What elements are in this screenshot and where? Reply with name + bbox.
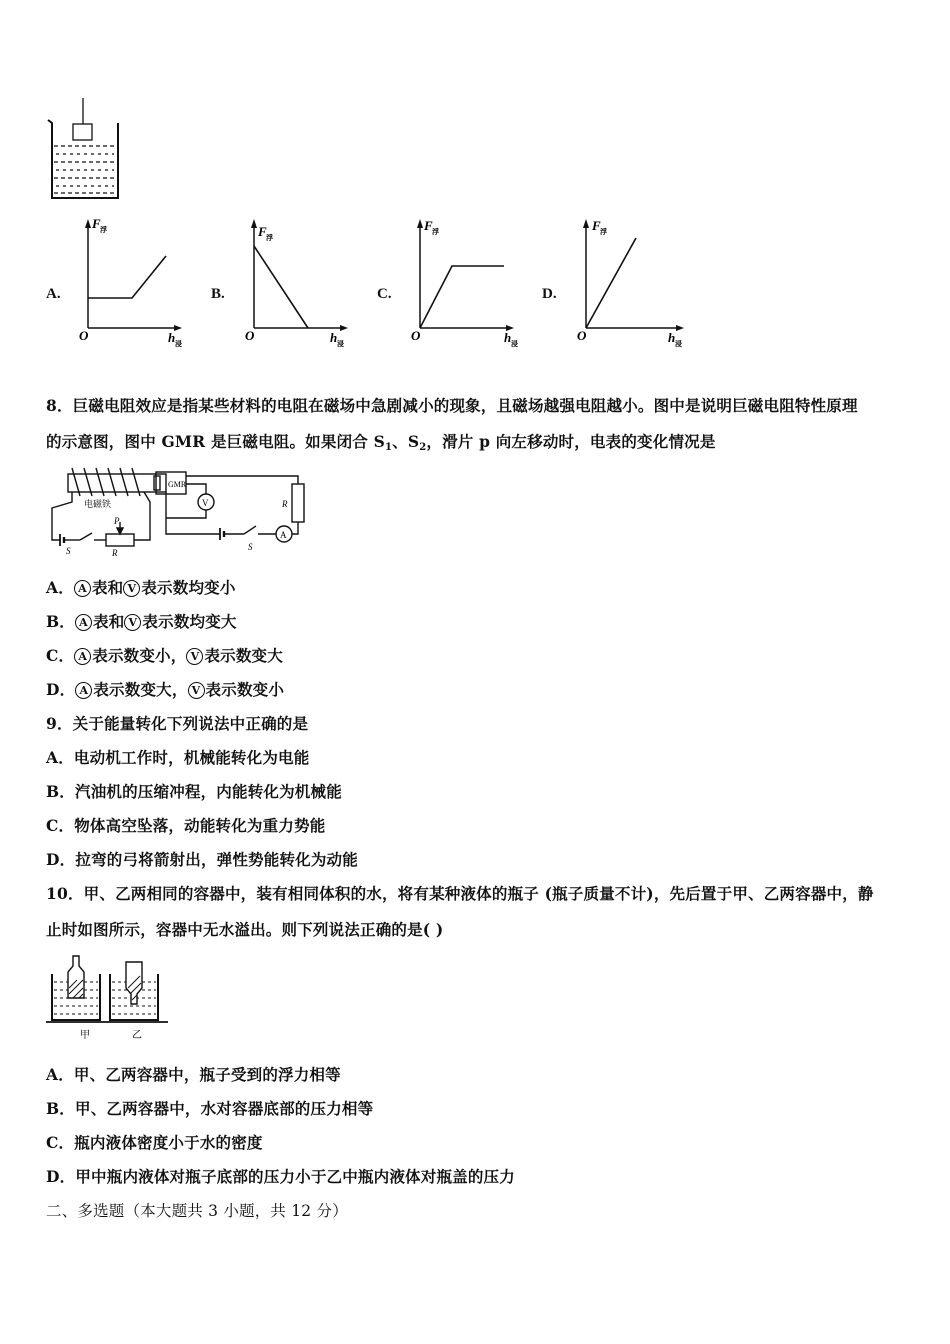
resistor-r — [292, 484, 304, 522]
svg-text:浮: 浮 — [266, 234, 273, 242]
electromagnet — [68, 474, 166, 492]
bottles-figure — [44, 952, 174, 1042]
graph-b — [240, 216, 352, 350]
q10-option-a: A．甲、乙两容器中，瓶子受到的浮力相等 — [46, 1065, 341, 1084]
graph-b-curve — [254, 246, 308, 328]
voltmeter-icon: V — [124, 614, 141, 631]
graph-a-curve — [88, 256, 166, 298]
svg-text:浸: 浸 — [337, 340, 344, 348]
graph-b-y-label: F — [258, 224, 267, 239]
svg-text:浸: 浸 — [175, 340, 182, 348]
q9-option-b: B．汽油机的压缩冲程，内能转化为机械能 — [46, 782, 342, 801]
q9-option-c: C．物体高空坠落，动能转化为重力势能 — [46, 816, 326, 835]
graph-d — [572, 216, 688, 350]
svg-text:GMR: GMR — [168, 480, 187, 489]
section-2-heading: 二、多选题（本大题共 3 小题，共 12 分） — [46, 1202, 348, 1220]
graph-a-x-label: h — [168, 330, 176, 345]
q7-option-c-label: C. — [377, 286, 392, 302]
rheostat-r0 — [106, 534, 134, 546]
graph-c — [406, 216, 518, 350]
graph-a — [74, 216, 186, 350]
svg-text:浸: 浸 — [675, 340, 682, 348]
beaker-figure — [44, 98, 124, 202]
graph-d-y-label: F — [592, 218, 601, 233]
gmr-circuit-diagram — [44, 462, 314, 562]
q10-stem-line2: 止时如图所示，容器中无水溢出。则下列说法正确的是( ) — [46, 920, 444, 939]
graph-a-y-label: F — [92, 216, 101, 231]
graph-c-origin: O — [411, 328, 421, 343]
q8-option-a: A． A 表和 V 表示数均变小 — [46, 578, 236, 597]
svg-text:A: A — [280, 530, 287, 540]
svg-text:R: R — [112, 548, 118, 558]
ammeter-icon: A — [75, 614, 92, 631]
svg-text:浮: 浮 — [100, 226, 107, 234]
ammeter-icon: A — [74, 648, 91, 665]
q8-option-c: C． A 表示数变小， V 表示数变大 — [46, 646, 283, 665]
graph-c-curve — [420, 266, 504, 328]
q10-stem-line1: 10．甲、乙两相同的容器中，装有相同体积的水，将有某种液体的瓶子 (瓶子质量不计)，先后置于甲、乙两容器中，静 — [46, 884, 874, 903]
svg-text:R: R — [282, 499, 288, 509]
graph-d-origin: O — [577, 328, 587, 343]
svg-text:P: P — [114, 516, 120, 526]
q8-stem-line1: 8．巨磁电阻效应是指某些材料的电阻在磁场中急剧减小的现象，且磁场越强电阻越小。图中是说明巨磁电阻特性原理 — [46, 396, 858, 415]
q10-option-c: C．瓶内液体密度小于水的密度 — [46, 1133, 263, 1152]
graph-a-origin: O — [79, 328, 89, 343]
ammeter-icon: A — [75, 682, 92, 699]
voltmeter-icon: V — [188, 682, 205, 699]
voltmeter-icon: V — [123, 580, 140, 597]
graph-c-y-label: F — [424, 218, 433, 233]
q8-stem-line2: 的示意图，图中 GMR 是巨磁电阻。如果闭合 $S_1$、$S_2$，滑片 p 向左移动时，电表的变化情况是 — [46, 432, 716, 453]
q10-option-b: B．甲、乙两容器中，水对容器底部的压力相等 — [46, 1099, 374, 1118]
graph-c-x-label: h — [504, 330, 512, 345]
svg-text:浮: 浮 — [600, 228, 607, 236]
q10-option-d: D．甲中瓶内液体对瓶子底部的压力小于乙中瓶内液体对瓶盖的压力 — [46, 1167, 515, 1186]
svg-text:V: V — [202, 498, 209, 508]
q7-option-d-label: D. — [542, 286, 557, 302]
label-jia: 甲 — [80, 1030, 90, 1041]
q9-option-a: A．电动机工作时，机械能转化为电能 — [46, 748, 310, 767]
svg-text:浮: 浮 — [432, 228, 439, 236]
bottle-jia — [68, 956, 84, 998]
svg-text:S: S — [66, 546, 71, 556]
label-yi: 乙 — [132, 1030, 142, 1041]
ammeter-icon: A — [74, 580, 91, 597]
q7-option-a-label: A. — [46, 286, 61, 302]
svg-text:S: S — [248, 542, 253, 552]
graph-d-curve — [586, 238, 636, 328]
svg-text:浸: 浸 — [511, 340, 518, 348]
q7-option-b-label: B. — [211, 286, 225, 302]
graph-d-x-label: h — [668, 330, 676, 345]
q9-option-d: D．拉弯的弓将箭射出，弹性势能转化为动能 — [46, 850, 358, 869]
voltmeter-icon: V — [186, 648, 203, 665]
graph-b-x-label: h — [330, 330, 338, 345]
graph-b-origin: O — [245, 328, 255, 343]
q8-option-b: B． A 表和 V 表示数均变大 — [46, 612, 237, 631]
svg-text:电磁铁: 电磁铁 — [84, 499, 112, 509]
q8-option-d: D． A 表示数变大， V 表示数变小 — [46, 680, 285, 699]
q9-stem: 9．关于能量转化下列说法中正确的是 — [46, 714, 309, 733]
